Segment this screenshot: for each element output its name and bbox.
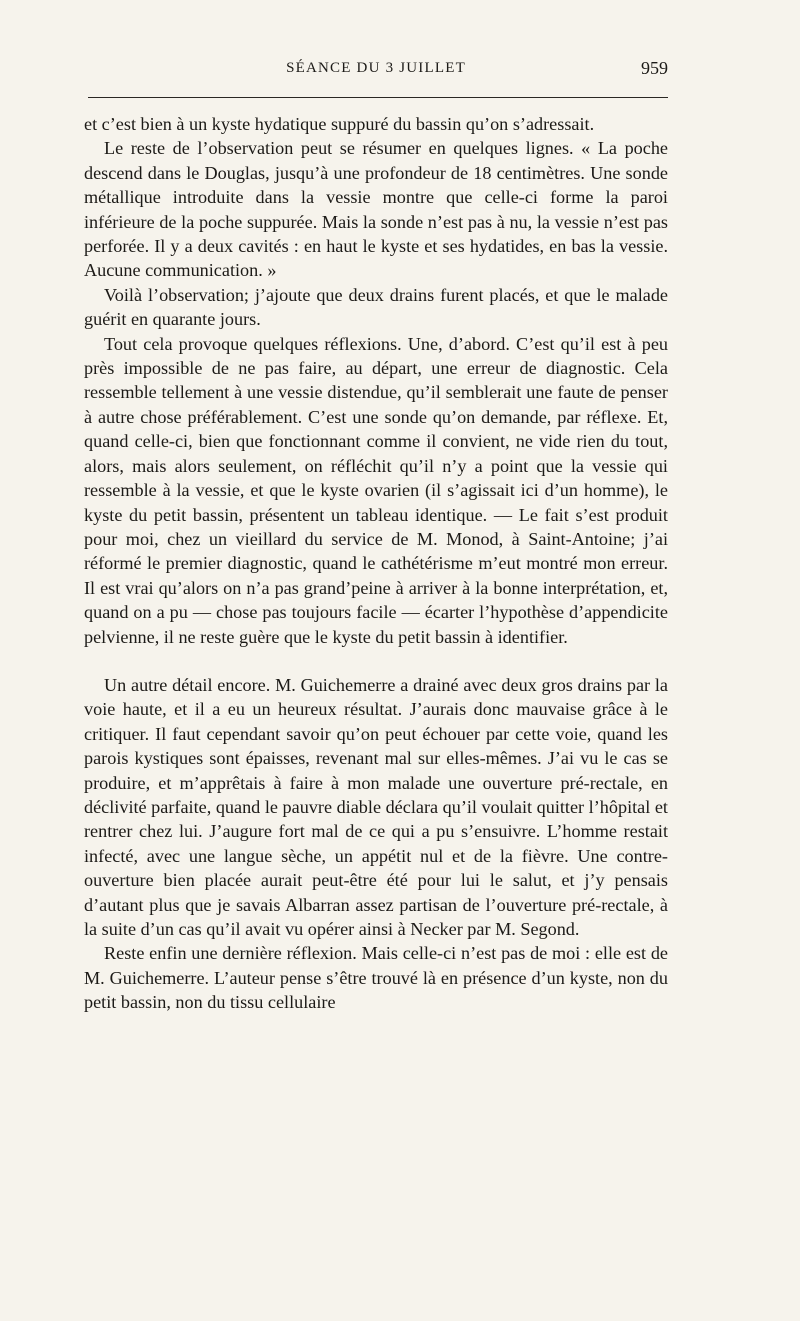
page-number: 959 (641, 58, 668, 78)
paragraph-reflexions: Tout cela provoque quelques réflexions. Une, d’abord. C’est qu’il est à peu près impossible de ne pas faire, au départ, une erreur de diagnostic. Cela ressemble tellement à une vessie distendue, qu’il semblerait une faute de penser à autre chose préférablement. C’est une sonde qu’on demande, par réflexe. Et, quand celle-ci, bien que fonctionnant comme il convient, ne vide rien du tout, alors, mais alors seulement, on réfléchit qu’il n’y a point que la vessie qui ressemble à la vessie, et que le kyste ovarien (il s’agissait ici d’un homme), le kyste du petit bassin, présentent un tableau identique. — Le fait s’est produit pour moi, chez un vieillard du service de M. Monod, à Saint-Antoine; j’ai réformé le premier diagnostic, quand le cathétérisme m’eut montré mon erreur. Il est vrai qu’alors on n’a pas grand’peine à arriver à la bonne interprétation, et, quand on a pu — chose pas toujours facile — écarter l’hypothèse d’appendicite pelvienne, il ne reste guère que le kyste du petit bassin à identifier. (84, 333, 668, 647)
paragraph-drains: Voilà l’observation; j’ajoute que deux drains furent placés, et que le malade guérit en quarante jours. (84, 284, 668, 330)
running-head (84, 58, 668, 88)
body-text (84, 112, 668, 1015)
header-rule (88, 97, 668, 98)
paragraph-derniere-reflexion: Reste enfin une dernière réflexion. Mais celle-ci n’est pas de moi : elle est de M. Guichemerre. L’auteur pense s’être trouvé là en présence d’un kyste, non du petit bassin, non du tissu cellulaire (84, 943, 668, 1013)
paragraph-continuation: et c’est bien à un kyste hydatique suppuré du bassin qu’on s’adressait. (84, 114, 595, 134)
paragraph-observation-summary: Le reste de l’observation peut se résumer en quelques lignes. « La poche descend dans le Douglas, jusqu’à une profondeur de 18 centimètres. Une sonde métallique introduite dans la vessie montre que celle-ci forme la paroi inférieure de la poche suppurée. Mais la sonde n’est pas à nu, la vessie n’est pas perforée. Il y a deux cavités : en haut le kyste et ses hydatides, en bas la vessie. Aucune communication. » (84, 138, 668, 281)
running-title: SÉANCE DU 3 JUILLET (286, 60, 466, 76)
paragraph-autre-detail: Un autre détail encore. M. Guichemerre a drainé avec deux gros drains par la voie haute, et il a eu un heureux résultat. J’aurais donc mauvaise grâce à le critiquer. Il faut cependant savoir qu’on peut échouer par cette voie, quand les parois kystiques sont épaisses, revenant mal sur elles-mêmes. J’ai vu le cas se produire, et m’apprêtais à faire à mon malade une ouverture pré-rectale, en déclivité parfaite, quand le pauvre diable déclara qu’il voulait quitter l’hôpital et rentrer chez lui. J’augure fort mal de ce qui a pu s’ensuivre. L’homme restait infecté, avec une langue sèche, un appétit nul et de la fièvre. Une contre-ouverture bien placée aurait peut-être été pour lui le salut, et j’y pensais d’autant plus que je savais Albarran assez partisan de l’ouverture pré-rectale, à la suite d’un cas qu’il avait vu opérer ainsi à Necker par M. Segond. (84, 674, 668, 939)
